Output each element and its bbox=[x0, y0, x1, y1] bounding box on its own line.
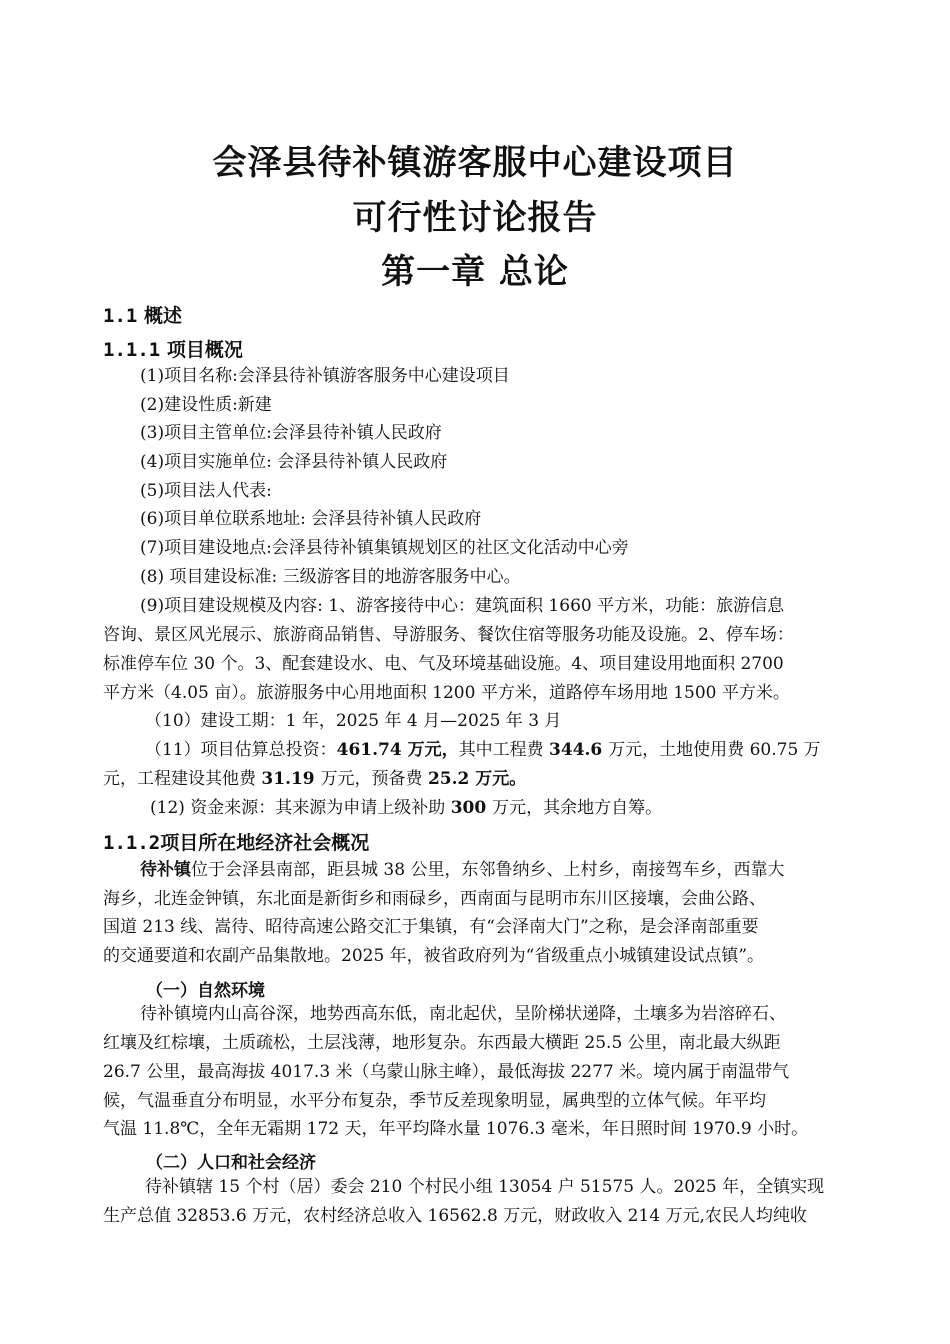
item-7: (7)项目建设地点:会泽县待补镇集镇规划区的社区文化活动中心旁 bbox=[140, 538, 629, 558]
population-line1: 待补镇辖 15 个村（居）委会 210 个村民小组 13054 户 51575 人。2025 年，全镇实现 bbox=[145, 1177, 825, 1197]
item-11-text: 其中工程费 bbox=[458, 740, 550, 760]
nature-line1: 待补镇境内山高谷深，地势西高东低，南北起伏，呈阶梯状递降，土壤多为岩溶碎石、 bbox=[140, 1004, 786, 1024]
econ-text: 位于会泽县南部，距县城 38 公里，东邻鲁纳乡、上村乡，南接驾车乡，西靠大 bbox=[191, 860, 785, 880]
reserve-fee: 25.2 万元。 bbox=[427, 769, 527, 789]
item-11-line2 bbox=[103, 771, 526, 788]
nature-line2: 红壤及红棕壤，土质疏松，土层浅薄，地形复杂。东西最大横距 25.5 公里，南北最大纵距 bbox=[103, 1033, 781, 1053]
item-12-text: 万元，其余地方自筹。 bbox=[492, 798, 663, 818]
subsidy-amount: 300 bbox=[450, 798, 493, 818]
nature-line5: 气温 11.8℃，全年无霜期 172 天，年平均降水量 1076.3 毫米，年日照时间 1970.9 小时。 bbox=[103, 1119, 809, 1139]
population-line2: 生产总值 32853.6 万元，农村经济总收入 16562.8 万元，财政收入 214 万元,农民人均纯收 bbox=[103, 1206, 807, 1226]
item-9-line2: 咨询、景区风光展示、旅游商品销售、导游服务、餐饮住宿等服务功能及设施。2、停车场： bbox=[103, 625, 794, 645]
subheading-population: （二）人口和社会经济 bbox=[146, 1153, 316, 1173]
item-11-text: 万元，预备费 bbox=[320, 769, 428, 789]
item-10: （10）建设工期：1 年，2025 年 4 月—2025 年 3 月 bbox=[145, 711, 562, 731]
item-11-line1 bbox=[145, 742, 821, 759]
item-12-text: (12) 资金来源：其来源为申请上级补助 bbox=[150, 798, 451, 818]
item-5: (5)项目法人代表: bbox=[140, 481, 272, 501]
report-title-line1: 会泽县待补镇游客服中心建设项目 bbox=[212, 143, 738, 183]
item-9-line3: 标准停车位 30 个。3、配套建设水、电、气及环境基础设施。4、项目建设用地面积 2700 bbox=[103, 654, 784, 674]
subheading-nature: （一）自然环境 bbox=[146, 981, 265, 1001]
item-6: (6)项目单位联系地址: 会泽县待补镇人民政府 bbox=[140, 509, 482, 529]
item-9-line4: 平方米（4.05 亩）。旅游服务中心用地面积 1200 平方米，道路停车场用地 1500 平方米。 bbox=[103, 683, 790, 703]
report-title-line2: 可行性讨论报告 bbox=[352, 198, 598, 238]
item-2: (2)建设性质:新建 bbox=[140, 395, 272, 415]
section-heading-1-1 bbox=[103, 301, 182, 328]
total-investment: 461.74 万元， bbox=[336, 740, 459, 760]
item-8: (8) 项目建设标准: 三级游客目的地游客服务中心。 bbox=[140, 567, 521, 587]
town-name: 待补镇 bbox=[140, 860, 191, 880]
section-number: 1.1 bbox=[103, 305, 138, 327]
item-11-text: 元，工程建设其他费 bbox=[103, 769, 262, 789]
section-label: 概述 bbox=[143, 305, 182, 327]
econ-para-line4: 的交通要道和农副产品集散地。2025 年，被省政府列为“省级重点小城镇建设试点镇”。 bbox=[103, 946, 765, 966]
econ-para-line3: 国道 213 线、嵩待、昭待高速公路交汇于集镇，有“会泽南大门”之称，是会泽南部重要 bbox=[103, 917, 759, 937]
item-11-prefix: （11）项目估算总投资： bbox=[145, 740, 337, 760]
section-label: 项目概况 bbox=[166, 339, 243, 361]
econ-para-line2: 海乡，北连金钟镇，东北面是新街乡和雨碌乡，西南面与昆明市东川区接壤，会曲公路、 bbox=[103, 889, 766, 909]
chapter-title: 第一章 总论 bbox=[381, 252, 569, 292]
section-heading-1-1-1 bbox=[103, 335, 243, 362]
nature-line3: 26.7 公里，最高海拔 4017.3 米（乌蒙山脉主峰），最低海拔 2277 米。境内属于南温带气 bbox=[103, 1062, 790, 1082]
item-9-line1: (9)项目建设规模及内容: 1、游客接待中心：建筑面积 1660 平方米，功能：旅游信息 bbox=[140, 596, 785, 616]
econ-para-line1 bbox=[140, 862, 784, 879]
section-number: 1.1.2 bbox=[103, 832, 161, 854]
engineering-fee: 344.6 bbox=[549, 740, 609, 760]
item-12 bbox=[150, 800, 662, 817]
item-1: (1)项目名称:会泽县待补镇游客服务中心建设项目 bbox=[140, 366, 510, 386]
section-number: 1.1.1 bbox=[103, 339, 161, 361]
section-heading-1-1-2 bbox=[103, 828, 369, 855]
item-11-text: 万元，土地使用费 60.75 万 bbox=[608, 740, 821, 760]
item-3: (3)项目主管单位:会泽县待补镇人民政府 bbox=[140, 423, 442, 443]
nature-line4: 候，气温垂直分布明显，水平分布复杂，季节反差现象明显，属典型的立体气候。年平均 bbox=[103, 1091, 766, 1111]
item-4: (4)项目实施单位: 会泽县待补镇人民政府 bbox=[140, 452, 448, 472]
section-label: 项目所在地经济社会概况 bbox=[160, 832, 370, 854]
other-fee: 31.19 bbox=[261, 769, 321, 789]
